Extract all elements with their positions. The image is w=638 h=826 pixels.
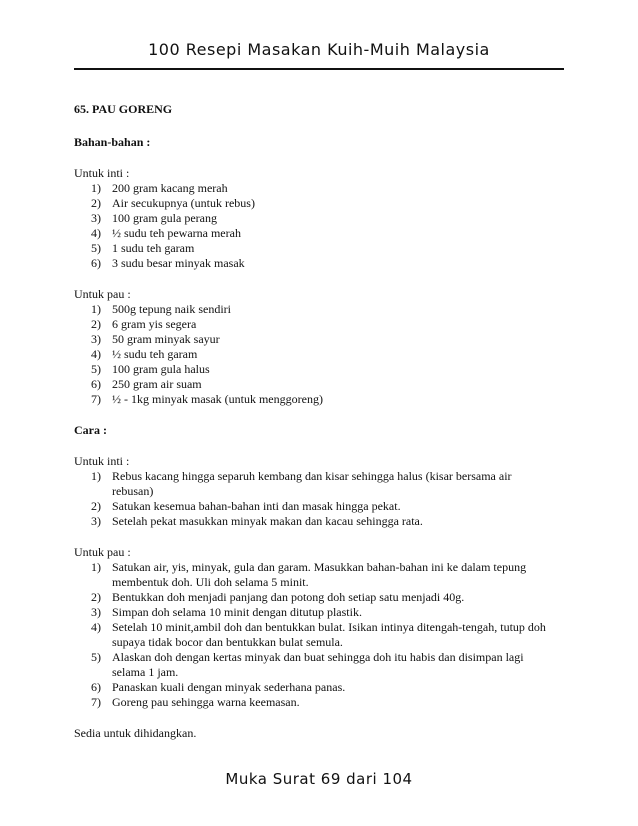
list-item: 6) Panaskan kuali dengan minyak sederhana panas. [91,680,346,694]
recipe-content [74,102,554,741]
list-item: 3) 100 gram gula perang [91,211,217,225]
method-filling-steps [74,469,554,529]
method-pau-label: Untuk pau : [74,545,131,559]
list-item: 5) 1 sudu teh garam [91,241,195,255]
closing-text: Sedia untuk dihidangkan. [74,726,197,740]
list-item: 6) 3 sudu besar minyak masak [91,256,245,270]
list-item: 2) 6 gram yis segera [91,317,197,331]
ingredients-heading: Bahan-bahan : [74,135,151,149]
list-item: 7) Goreng pau sehingga warna keemasan. [91,695,300,709]
list-item: 1) 200 gram kacang merah [91,181,228,195]
list-item: 4) Setelah 10 minit,ambil doh dan bentukkan bulat. Isikan intinya ditengah-tengah, tutup doh supaya tidak bocor dan bentukkan bulat semula. [91,620,546,649]
method-filling-label: Untuk inti : [74,454,130,468]
list-item: 5) Alaskan doh dengan kertas minyak dan buat sehingga doh itu habis dan disimpan lagi selama 1 jam. [91,650,524,679]
list-item: 2) Satukan kesemua bahan-bahan inti dan masak hingga pekat. [91,499,401,513]
recipe-title: 65. PAU GORENG [74,102,173,116]
header-divider [74,68,564,70]
list-item: 4) ½ sudu teh pewarna merah [91,226,241,240]
filling-label: Untuk inti : [74,166,130,180]
list-item: 5) 100 gram gula halus [91,362,210,376]
list-item: 3) 50 gram minyak sayur [91,332,220,346]
filling-ingredients-list [74,181,554,271]
list-item: 2) Bentukkan doh menjadi panjang dan potong doh setiap satu menjadi 40g. [91,590,465,604]
list-item: 6) 250 gram air suam [91,377,202,391]
list-item: 3) Simpan doh selama 10 minit dengan ditutup plastik. [91,605,362,619]
method-heading: Cara : [74,423,107,437]
page-number-footer: Muka Surat 69 dari 104 [225,770,413,788]
list-item: 2) Air secukupnya (untuk rebus) [91,196,255,210]
list-item: 7) ½ - 1kg minyak masak (untuk menggoreng) [91,392,323,406]
list-item: 1) 500g tepung naik sendiri [91,302,231,316]
page-header-title: 100 Resepi Masakan Kuih-Muih Malaysia [148,40,490,59]
list-item: 1) Rebus kacang hingga separuh kembang dan kisar sehingga halus (kisar bersama air rebusan) [91,469,512,498]
pau-label: Untuk pau : [74,287,131,301]
pau-ingredients-list [74,302,554,407]
list-item: 4) ½ sudu teh garam [91,347,198,361]
method-pau-steps [74,560,554,710]
list-item: 3) Setelah pekat masukkan minyak makan dan kacau sehingga rata. [91,514,423,528]
list-item: 1) Satukan air, yis, minyak, gula dan garam. Masukkan bahan-bahan ini ke dalam tepung membentuk doh. Uli doh selama 5 minit. [91,560,527,589]
